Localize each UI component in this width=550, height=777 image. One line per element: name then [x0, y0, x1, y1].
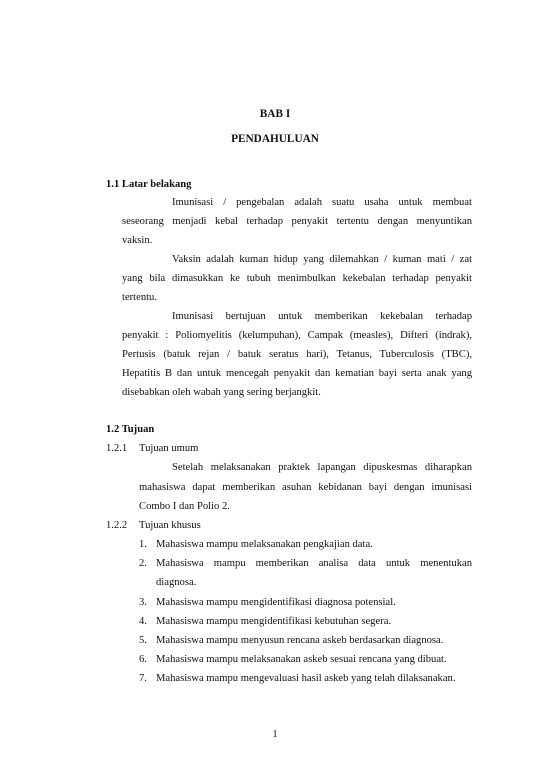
list-item: Mahasiswa mampu melaksanakan askeb sesuai rencana yang dibuat. [156, 654, 447, 665]
section-heading-tujuan: 1.2 Tujuan [106, 424, 155, 435]
paragraph-line: Hepatitis B dan untuk mencegah penyakit dan kematian bayi serta anak yang [122, 368, 472, 379]
list-item: Mahasiswa mampu mengidentifikasi kebutuhan segera. [156, 616, 392, 627]
paragraph-line: mahasiswa dapat memberikan asuhan kebidanan bayi dengan imunisasi [139, 482, 472, 493]
list-number: 2. [139, 558, 147, 569]
paragraph-line: disebabkan oleh wabah yang sering berjangkit. [122, 387, 321, 398]
list-number: 6. [139, 654, 147, 665]
subsection-number: 1.2.2 [106, 520, 128, 531]
list-item: Mahasiswa mampu melaksanakan pengkajian data. [156, 539, 373, 550]
paragraph-line: Pertusis (batuk rejan / batuk seratus hari), Tetanus, Tuberculosis (TBC), [122, 349, 472, 360]
section-heading-latar-belakang: 1.1 Latar belakang [106, 179, 192, 190]
paragraph-line: yang bila dimasukkan ke tubuh menimbulkan kekebalan terhadap penyakit [122, 273, 472, 284]
paragraph-line: Imunisasi bertujuan untuk memberikan kekebalan terhadap [172, 311, 472, 322]
list-number: 4. [139, 616, 147, 627]
paragraph-line: Setelah melaksanakan praktek lapangan dipuskesmas diharapkan [172, 462, 472, 473]
paragraph-line: vaksin. [122, 235, 153, 246]
list-item: Mahasiswa mampu menyusun rencana askeb berdasarkan diagnosa. [156, 635, 444, 646]
chapter-label: BAB I [259, 108, 291, 120]
paragraph-line: penyakit : Poliomyelitis (kelumpuhan), Campak (measles), Difteri (indrak), [122, 330, 472, 341]
list-item: Mahasiswa mampu mengevaluasi hasil askeb yang telah dilaksanakan. [156, 673, 456, 684]
paragraph-line: Imunisasi / pengebalan adalah suatu usaha untuk membuat [172, 197, 472, 208]
list-number: 7. [139, 673, 147, 684]
paragraph-line: Combo I dan Polio 2. [139, 501, 230, 512]
subsection-title: Tujuan umum [139, 443, 199, 454]
page-number: 1 [272, 729, 278, 740]
list-item: Mahasiswa mampu memberikan analisa data untuk menentukan [156, 558, 472, 569]
subsection-number: 1.2.1 [106, 443, 128, 454]
list-item: Mahasiswa mampu mengidentifikasi diagnosa potensial. [156, 597, 396, 608]
list-item-continued: diagnosa. [156, 577, 197, 588]
list-number: 1. [139, 539, 147, 550]
paragraph-line: seseorang menjadi kebal terhadap penyakit tertentu dengan menyuntikan [122, 216, 472, 227]
chapter-title: PENDAHULUAN [231, 133, 319, 145]
paragraph-line: tertentu. [122, 292, 158, 303]
paragraph-line: Vaksin adalah kuman hidup yang dilemahkan / kuman mati / zat [172, 254, 472, 265]
subsection-title: Tujuan khusus [139, 520, 201, 531]
list-number: 3. [139, 597, 147, 608]
list-number: 5. [139, 635, 147, 646]
